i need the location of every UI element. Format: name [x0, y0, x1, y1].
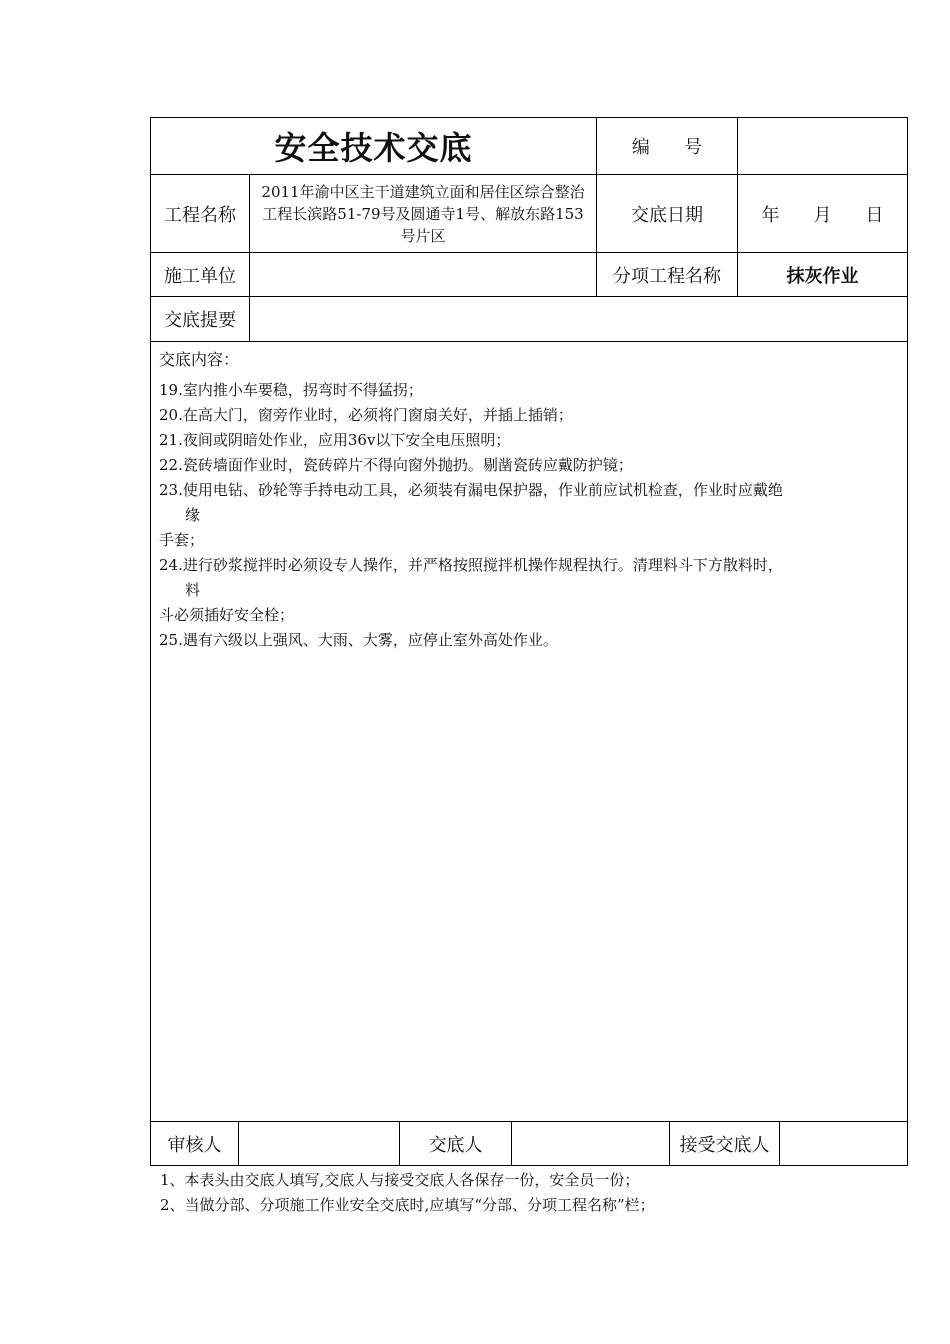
reviewer-label: 审核人 — [151, 1122, 239, 1166]
project-name-value: 2011年渝中区主干道建筑立面和居住区综合整治工程长滨路51-79号及圆通寺1号、解放东路153号片区 — [250, 175, 597, 253]
list-item: 21.夜间或阴暗处作业，应用36v以下安全电压照明； — [159, 431, 511, 449]
list-item: 20.在高大门，窗旁作业时，必须将门窗扇关好，并插上插销； — [159, 406, 573, 424]
date-day: 日 — [865, 204, 884, 226]
date-year: 年 — [761, 204, 780, 226]
construction-unit-label: 施工单位 — [151, 253, 250, 297]
list-item: 22.瓷砖墙面作业时，瓷砖碎片不得向窗外抛扔。剔凿瓷砖应戴防护镜； — [159, 456, 633, 474]
safety-disclosure-form — [150, 117, 908, 1122]
list-item: 25.遇有六级以上强风、大雨、大雾，应停止室外高处作业。 — [159, 631, 558, 649]
list-item: 24.进行砂浆搅拌时必须设专人操作，并严格按照搅拌机操作规程执行。清理料斗下方散料时， 料 斗必须插好安全栓； — [159, 556, 783, 624]
form-title: 安全技术交底 — [151, 118, 597, 175]
discloser-field[interactable] — [512, 1122, 670, 1166]
date-month: 月 — [813, 204, 832, 226]
reviewer-field[interactable] — [239, 1122, 400, 1166]
summary-label: 交底提要 — [151, 297, 250, 342]
number-label: 编 号 — [597, 118, 738, 175]
list-item: 23.使用电钻、砂轮等手持电动工具，必须装有漏电保护器，作业前应试机检查，作业时应戴绝 缘 手套； — [159, 481, 783, 549]
subproject-name-label: 分项工程名称 — [597, 253, 738, 297]
content-heading: 交底内容： — [159, 350, 240, 369]
summary-field[interactable] — [250, 297, 908, 342]
receiver-label: 接受交底人 — [670, 1122, 780, 1166]
construction-unit-field[interactable] — [250, 253, 597, 297]
disclosure-date-label: 交底日期 — [597, 175, 738, 253]
disclosure-date-field[interactable] — [738, 175, 908, 253]
project-name-label: 工程名称 — [151, 175, 250, 253]
footnotes — [160, 1168, 655, 1218]
discloser-label: 交底人 — [400, 1122, 512, 1166]
list-item: 19.室内推小车要稳，拐弯时不得猛拐； — [159, 381, 423, 399]
footnote: 2、当做分部、分项施工作业安全交底时,应填写“分部、分项工程名称”栏； — [160, 1196, 655, 1214]
content-list — [159, 378, 899, 653]
number-field[interactable] — [738, 118, 908, 175]
receiver-field[interactable] — [780, 1122, 908, 1166]
disclosure-content — [151, 342, 908, 1122]
subproject-name-value: 抹灰作业 — [738, 253, 908, 297]
signature-row — [150, 1121, 908, 1166]
footnote: 1、本表头由交底人填写,交底人与接受交底人各保存一份，安全员一份； — [160, 1171, 640, 1189]
